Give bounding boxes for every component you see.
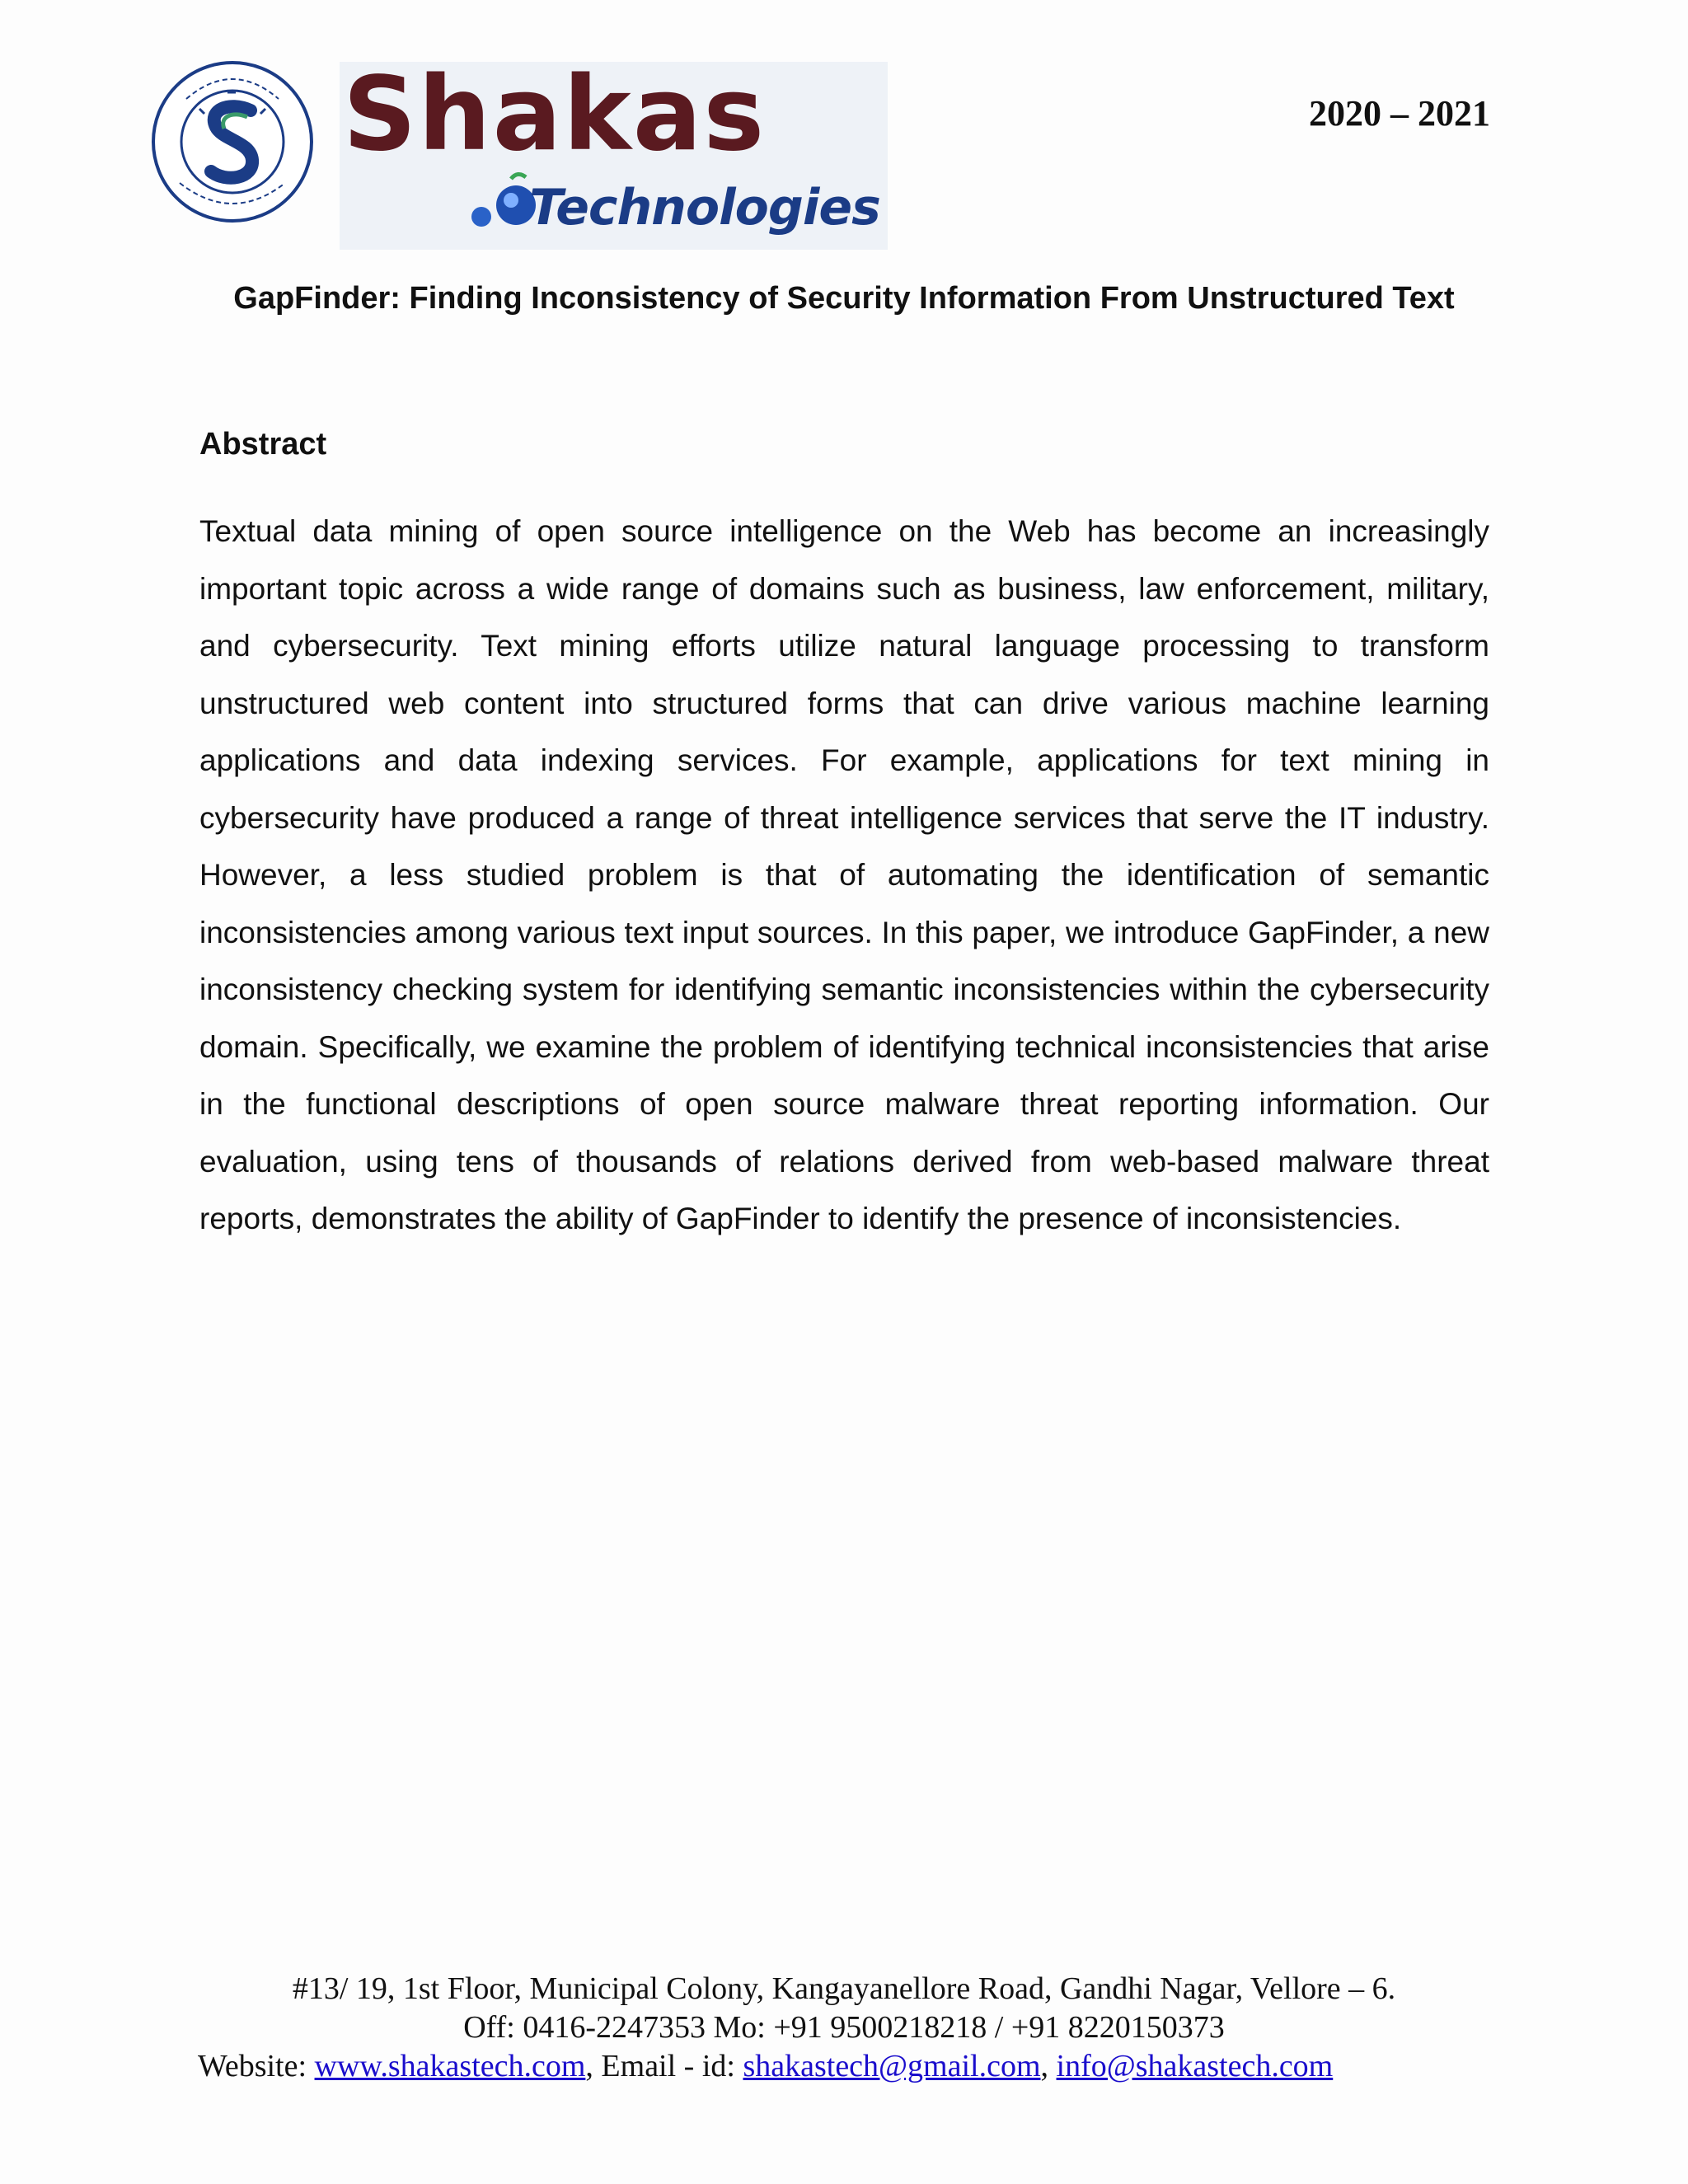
wordmark-shakas: Shakas bbox=[343, 55, 767, 174]
email-link-primary[interactable]: shakastech@gmail.com bbox=[743, 2049, 1041, 2083]
footer-contact-line bbox=[198, 2047, 1490, 2086]
abstract-body: Textual data mining of open source intelligence on the Web has become an increasingly important topic across a wide range of domains such as business, law enforcement, military, and cybersecurity. Text mining efforts utilize natural language processing to transform unstructured web content into structured forms that can drive various machine learning applications and data indexing services. For example, applications for text mining in cybersecurity have produced a range of threat intelligence services that serve the IT industry. However, a less studied problem is that of automating the identification of semantic inconsistencies among various text input sources. In this paper, we introduce GapFinder, a new inconsistency checking system for identifying semantic inconsistencies within the cybersecurity domain. Specifically, we examine the problem of identifying technical inconsistencies that arise in the functional descriptions of open source malware threat reporting information. Our evaluation, using tens of thousands of relations derived from web-based malware threat reports, demonstrates the ability of GapFinder to identify the presence of inconsistencies. bbox=[199, 514, 1489, 1235]
website-link[interactable]: www.shakastech.com bbox=[314, 2049, 586, 2083]
academic-year: 2020 – 2021 bbox=[1309, 93, 1490, 134]
website-label: Website: bbox=[198, 2049, 307, 2083]
email-label: Email - id: bbox=[601, 2049, 735, 2083]
shakas-wordmark-logo bbox=[340, 55, 888, 250]
paper-title: GapFinder: Finding Inconsistency of Security Information From Unstructured Text bbox=[233, 281, 1455, 316]
page-header bbox=[0, 0, 1688, 264]
email-link-secondary[interactable]: info@shakastech.com bbox=[1056, 2049, 1334, 2083]
wordmark-technologies: Technologies bbox=[529, 179, 880, 237]
footer-phone: Off: 0416-2247353 Mo: +91 9500218218 / +91 8220150373 bbox=[463, 2010, 1225, 2045]
globe-icon bbox=[463, 169, 537, 243]
contact-separator: , bbox=[585, 2049, 593, 2083]
footer-address: #13/ 19, 1st Floor, Municipal Colony, Kangayanellore Road, Gandhi Nagar, Vellore – 6. bbox=[292, 1971, 1396, 2006]
abstract-heading: Abstract bbox=[199, 427, 327, 462]
page-footer bbox=[198, 1970, 1490, 2086]
email-separator: , bbox=[1040, 2049, 1057, 2083]
shakas-seal-logo bbox=[150, 59, 315, 224]
